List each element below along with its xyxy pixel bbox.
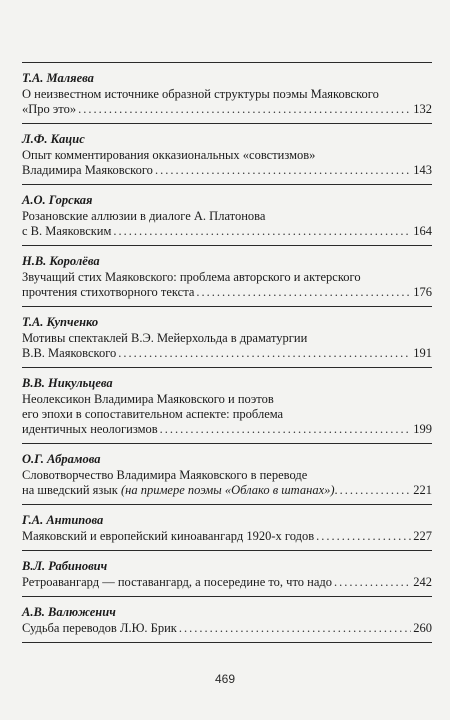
entry-title-text	[22, 422, 158, 437]
entry-title-main: на шведский язык	[22, 483, 121, 497]
entry-page-number: 260	[413, 621, 432, 635]
entry-author: В.В. Никульцева	[22, 376, 113, 390]
entry-author: А.О. Горская	[22, 193, 93, 207]
entry-title-last-line	[22, 224, 432, 239]
toc-entry	[22, 368, 432, 444]
entry-title-line: Опыт комментирования окказиональных «совстизмов»	[22, 148, 316, 162]
entry-author: О.Г. Абрамова	[22, 452, 101, 466]
leader-dots	[179, 621, 411, 636]
toc-entry	[22, 246, 432, 307]
entry-title-main: с В. Маяковским	[22, 224, 112, 238]
entry-author: Н.В. Королёва	[22, 254, 100, 268]
entry-title-italic: (на примере поэмы «Облако в штанах»)	[120, 483, 335, 497]
toc-entry	[22, 597, 432, 643]
entry-title-line: Звучащий стих Маяковского: проблема авторского и актерского	[22, 270, 361, 284]
leader-dots	[113, 224, 411, 239]
entry-page-number: 132	[413, 102, 432, 116]
entry-author: Т.А. Маляева	[22, 71, 94, 85]
entry-title-main: прочтения стихотворного текста	[22, 285, 195, 299]
entry-title-line: его эпохи в сопоставительном аспекте: проблема	[22, 407, 284, 421]
entry-title-line: Мотивы спектаклей В.Э. Мейерхольда в драматургии	[22, 331, 308, 345]
entry-author: Г.А. Антипова	[22, 513, 104, 527]
table-of-contents	[22, 62, 432, 643]
entry-title-last-line	[22, 163, 432, 178]
entry-page-number: 164	[413, 224, 432, 238]
toc-entry	[22, 63, 432, 124]
entry-author: Т.А. Купченко	[22, 315, 99, 329]
entry-title-text	[22, 483, 338, 498]
entry-title-last-line	[22, 529, 432, 544]
entry-title-text	[22, 163, 153, 178]
entry-title-text	[22, 346, 116, 361]
leader-dots	[196, 285, 411, 300]
entry-page-number: 242	[413, 575, 432, 589]
entry-title-last-line	[22, 621, 432, 636]
entry-title-last-line	[22, 575, 432, 590]
entry-page-number: 221	[413, 483, 432, 497]
entry-page-number: 143	[413, 163, 432, 177]
page-number: 469	[214, 672, 236, 686]
leader-dots	[78, 102, 411, 117]
entry-title-text	[22, 224, 111, 239]
entry-author: В.Л. Рабинович	[22, 559, 108, 573]
entry-title-text	[22, 285, 194, 300]
entry-author: А.В. Валюженич	[22, 605, 116, 619]
entry-title-text	[22, 575, 332, 590]
entry-title-tail: .	[334, 483, 338, 497]
entry-title-line: Розановские аллюзии в диалоге А. Платонова	[22, 209, 266, 223]
entry-title-main: Ретроавангард — поставангард, а посередине то, что надо	[22, 575, 332, 589]
entry-page-number: 191	[413, 346, 432, 360]
entry-title-text	[22, 102, 76, 117]
entry-title-last-line	[22, 483, 432, 498]
entry-title-main: В.В. Маяковского	[22, 346, 117, 360]
entry-title-main: Судьба переводов Л.Ю. Брик	[22, 621, 177, 635]
leader-dots	[340, 483, 412, 498]
toc-entry	[22, 124, 432, 185]
entry-title-main: идентичных неологизмов	[22, 422, 158, 436]
toc-entry	[22, 307, 432, 368]
leader-dots	[155, 163, 411, 178]
entry-title-line: О неизвестном источнике образной структуры поэмы Маяковского	[22, 87, 379, 101]
toc-entry	[22, 551, 432, 597]
entry-page-number: 176	[413, 285, 432, 299]
toc-entry	[22, 185, 432, 246]
entry-author: Л.Ф. Кацис	[22, 132, 85, 146]
leader-dots	[316, 529, 411, 544]
entry-page-number: 199	[413, 422, 432, 436]
entry-title-line: Словотворчество Владимира Маяковского в переводе	[22, 468, 308, 482]
entry-title-line: Неолексикон Владимира Маяковского и поэтов	[22, 392, 274, 406]
leader-dots	[160, 422, 412, 437]
entry-page-number: 227	[413, 529, 432, 543]
leader-dots	[118, 346, 411, 361]
entry-title-main: «Про это»	[22, 102, 77, 116]
toc-list	[22, 63, 432, 643]
entry-title-text	[22, 621, 177, 636]
toc-entry	[22, 444, 432, 505]
entry-title-last-line	[22, 422, 432, 437]
entry-title-last-line	[22, 285, 432, 300]
entry-title-last-line	[22, 346, 432, 361]
entry-title-text	[22, 529, 314, 544]
entry-title-main: Владимира Маяковского	[22, 163, 153, 177]
leader-dots	[334, 575, 411, 590]
entry-title-last-line	[22, 102, 432, 117]
entry-title-main: Маяковский и европейский киноавангард 1920-х годов	[22, 529, 315, 543]
toc-entry	[22, 505, 432, 551]
